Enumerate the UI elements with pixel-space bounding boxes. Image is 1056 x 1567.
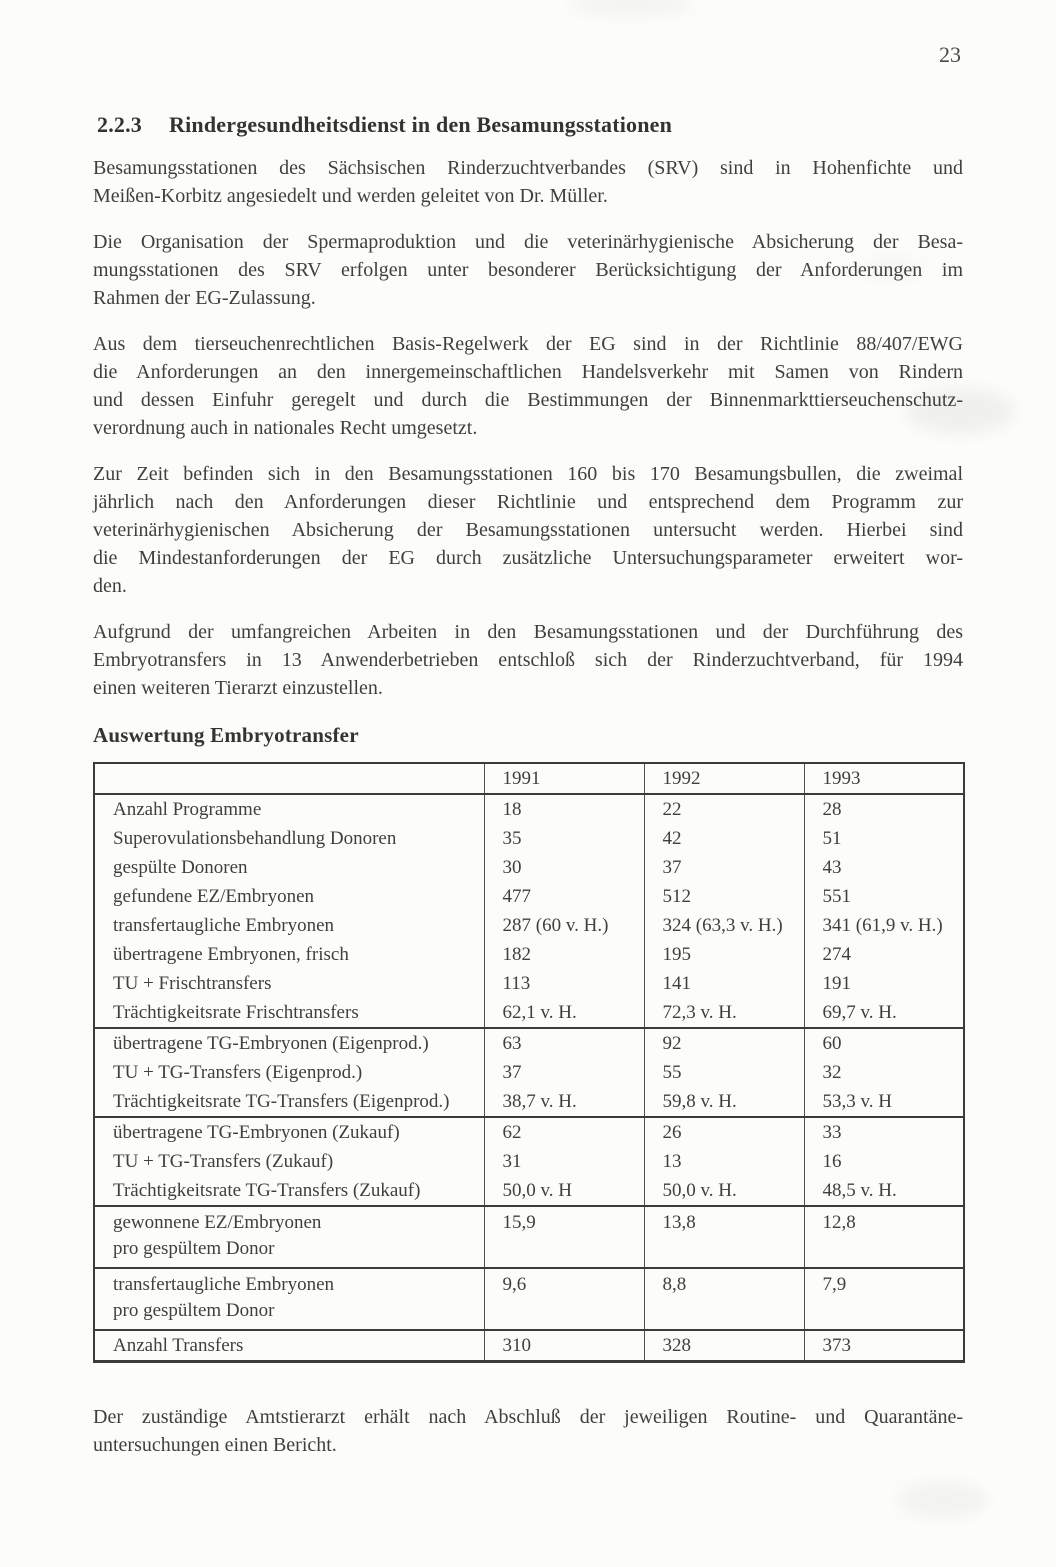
table-title: Auswertung Embryotransfer <box>93 723 359 747</box>
paragraph <box>93 460 963 600</box>
table-header-cell: 1991 <box>484 763 644 794</box>
row-value: 16 <box>822 1151 842 1172</box>
row-label <box>94 998 484 1028</box>
scan-smudge <box>898 1482 988 1518</box>
row-value: 92 <box>644 1028 804 1058</box>
row-value: 69,7 v. H. <box>822 1002 897 1023</box>
table-group <box>94 794 964 1028</box>
table-header-cell <box>94 763 484 794</box>
row-label <box>94 1206 484 1268</box>
row-value: 274 <box>822 944 851 965</box>
row-label <box>94 794 484 824</box>
paragraph-list <box>93 154 963 702</box>
table-row <box>94 1268 964 1330</box>
row-value: 30 <box>484 853 644 882</box>
row-value: 48,5 v. H. <box>822 1180 897 1201</box>
row-value: 35 <box>484 824 644 853</box>
paragraph-line: Der zuständige Amtstierarzt erhält nach Abschluß der jeweiligen Routine- und Quarantäne- <box>93 1406 963 1428</box>
table-group <box>94 1330 964 1362</box>
row-value: 28 <box>822 799 842 820</box>
row-label-line: gefundene EZ/Embryonen <box>113 886 315 907</box>
table-row <box>94 940 964 969</box>
table-row <box>94 1028 964 1058</box>
row-value: 37 <box>484 1058 644 1087</box>
row-value: 42 <box>644 824 804 853</box>
row-label-line: Trächtigkeitsrate TG-Transfers (Eigenprod.) <box>113 1091 450 1112</box>
paragraph <box>93 618 963 702</box>
row-value: 55 <box>644 1058 804 1087</box>
table-row <box>94 1206 964 1268</box>
row-label <box>94 911 484 940</box>
row-label <box>94 1330 484 1362</box>
section-number: 2.2.3 <box>97 112 142 137</box>
paragraph-line: die Mindestanforderungen der EG durch zusätzliche Untersuchungsparameter erweitert wor- <box>93 547 963 569</box>
table-row <box>94 911 964 940</box>
paragraph-line: und dessen Einfuhr geregelt und durch die Bestimmungen der Binnenmarkttierseuchenschutz- <box>93 389 963 411</box>
row-value: 26 <box>644 1117 804 1147</box>
row-label-line: pro gespültem Donor <box>113 1300 275 1321</box>
paragraph-line: verordnung auch in nationales Recht umgesetzt. <box>93 417 478 439</box>
paragraph <box>93 154 963 210</box>
table-header <box>94 763 964 794</box>
table-header-row <box>94 763 964 794</box>
row-label <box>94 1176 484 1206</box>
paragraph <box>93 330 963 442</box>
paragraph-line: die Anforderungen an den innergemeinschaftlichen Handelsverkehr mit Samen von Rindern <box>93 361 963 383</box>
row-label <box>94 1117 484 1147</box>
row-value: 72,3 v. H. <box>644 998 804 1028</box>
paragraph-line: veterinärhygienischen Absicherung der Besamungsstationen untersucht werden. Hierbei sind <box>93 519 963 541</box>
row-value-line: 12,8 <box>822 1212 856 1233</box>
row-value: 62 <box>484 1117 644 1147</box>
row-label-line: übertragene Embryonen, frisch <box>113 944 349 965</box>
table-row <box>94 1058 964 1087</box>
row-value: 113 <box>484 969 644 998</box>
row-label-line: Superovulationsbehandlung Donoren <box>113 828 397 849</box>
row-value: 53,3 v. H <box>822 1091 892 1112</box>
row-value-line: 13,8 <box>662 1212 696 1233</box>
paragraph-line: Zur Zeit befinden sich in den Besamungsstationen 160 bis 170 Besamungsbullen, die zweimal <box>93 463 963 485</box>
row-label <box>94 882 484 911</box>
paragraph-line: Embryotransfers in 13 Anwenderbetrieben entschloß sich der Rinderzuchtverband, für 1994 <box>93 649 963 671</box>
row-value: 373 <box>822 1335 851 1356</box>
row-value: 195 <box>644 940 804 969</box>
row-value: 328 <box>644 1330 804 1362</box>
row-label <box>94 1087 484 1117</box>
table-row <box>94 824 964 853</box>
paragraph-line: Aufgrund der umfangreichen Arbeiten in den Besamungsstationen und der Durchführung des <box>93 621 963 643</box>
row-value: 191 <box>822 973 851 994</box>
table-row <box>94 853 964 882</box>
page-number: 23 <box>939 42 961 67</box>
row-value: 33 <box>822 1122 842 1143</box>
table-row <box>94 1117 964 1147</box>
paragraph-line: Aus dem tierseuchenrechtlichen Basis-Regelwerk der EG sind in der Richtlinie 88/407/EWG <box>93 333 963 355</box>
row-value: 477 <box>484 882 644 911</box>
row-label <box>94 940 484 969</box>
row-value: 512 <box>644 882 804 911</box>
paragraph-line: jährlich nach den Anforderungen dieser Richtlinie und entsprechend dem Programm zur <box>93 491 963 513</box>
table-row <box>94 1087 964 1117</box>
table-row <box>94 1147 964 1176</box>
row-value <box>804 1206 964 1268</box>
table-group <box>94 1206 964 1268</box>
table-header-cell: 1992 <box>644 763 804 794</box>
table-row <box>94 882 964 911</box>
table-row <box>94 998 964 1028</box>
row-value-line: 8,8 <box>662 1274 687 1295</box>
row-value: 63 <box>484 1028 644 1058</box>
row-label-line: pro gespültem Donor <box>113 1238 275 1259</box>
paragraph <box>93 228 963 312</box>
table-header-cell: 1993 <box>804 763 964 794</box>
row-value: 13 <box>644 1147 804 1176</box>
table-group <box>94 1117 964 1206</box>
row-label-line: übertragene TG-Embryonen (Zukauf) <box>113 1122 400 1143</box>
row-value: 38,7 v. H. <box>484 1087 644 1117</box>
row-value <box>644 1268 804 1330</box>
row-value <box>484 1206 644 1268</box>
row-value <box>644 1206 804 1268</box>
section-heading <box>93 112 963 138</box>
row-label-line: TU + TG-Transfers (Zukauf) <box>113 1151 334 1172</box>
row-label-line: Anzahl Transfers <box>113 1335 244 1356</box>
row-label <box>94 969 484 998</box>
row-value: 50,0 v. H <box>484 1176 644 1206</box>
row-label-line: gewonnene EZ/Embryonen <box>113 1212 322 1233</box>
row-value: 51 <box>822 828 842 849</box>
row-value-line: 7,9 <box>822 1274 847 1295</box>
closing-paragraph-container <box>93 1403 963 1459</box>
row-value-line: 15,9 <box>502 1212 536 1233</box>
row-value-line: 9,6 <box>502 1274 527 1295</box>
row-label <box>94 1058 484 1087</box>
row-label-line: Anzahl Programme <box>113 799 262 820</box>
paragraph-line: den. <box>93 575 127 597</box>
row-label-line: TU + TG-Transfers (Eigenprod.) <box>113 1062 363 1083</box>
paragraph-line: untersuchungen einen Bericht. <box>93 1434 337 1456</box>
table-row <box>94 794 964 824</box>
table-group <box>94 1028 964 1117</box>
embryo-table <box>93 762 965 1363</box>
paragraph-line: einen weiteren Tierarzt einzustellen. <box>93 677 383 699</box>
row-label <box>94 853 484 882</box>
row-value: 310 <box>484 1330 644 1362</box>
row-value <box>484 1268 644 1330</box>
row-value: 60 <box>822 1033 842 1054</box>
table-group <box>94 1268 964 1330</box>
row-label-line: übertragene TG-Embryonen (Eigenprod.) <box>113 1033 429 1054</box>
table-row <box>94 1330 964 1362</box>
paragraph-line: Rahmen der EG-Zulassung. <box>93 287 316 309</box>
row-value: 31 <box>484 1147 644 1176</box>
row-value: 37 <box>644 853 804 882</box>
row-value: 59,8 v. H. <box>644 1087 804 1117</box>
row-label-line: gespülte Donoren <box>113 857 248 878</box>
row-value: 62,1 v. H. <box>484 998 644 1028</box>
paragraph <box>93 1403 963 1459</box>
row-value: 18 <box>484 794 644 824</box>
row-label <box>94 824 484 853</box>
row-label-line: Trächtigkeitsrate TG-Transfers (Zukauf) <box>113 1180 421 1201</box>
paragraph-line: Besamungsstationen des Sächsischen Rinderzuchtverbandes (SRV) sind in Hohenfichte und <box>93 157 963 179</box>
row-label <box>94 1147 484 1176</box>
row-value: 50,0 v. H. <box>644 1176 804 1206</box>
row-label-line: transfertaugliche Embryonen <box>113 915 335 936</box>
paragraph-line: mungsstationen des SRV erfolgen unter besonderer Berücksichtigung der Anforderungen im <box>93 259 963 281</box>
row-value: 341 (61,9 v. H.) <box>822 915 943 936</box>
paragraph-line: Die Organisation der Spermaproduktion und die veterinärhygienische Absicherung der Besa- <box>93 231 963 253</box>
row-label-line: transfertaugliche Embryonen <box>113 1274 335 1295</box>
section-title: Rindergesundheitsdienst in den Besamungsstationen <box>169 112 673 137</box>
row-value: 32 <box>822 1062 842 1083</box>
page-content <box>93 0 963 1477</box>
table-row <box>94 969 964 998</box>
row-label <box>94 1268 484 1330</box>
table-row <box>94 1176 964 1206</box>
row-value: 551 <box>822 886 851 907</box>
row-value: 287 (60 v. H.) <box>484 911 644 940</box>
row-value <box>804 1268 964 1330</box>
row-label-line: Trächtigkeitsrate Frischtransfers <box>113 1002 359 1023</box>
row-value: 43 <box>822 857 842 878</box>
row-value: 141 <box>644 969 804 998</box>
paragraph-line: Meißen-Korbitz angesiedelt und werden geleitet von Dr. Müller. <box>93 185 608 207</box>
row-value: 324 (63,3 v. H.) <box>644 911 804 940</box>
row-label-line: TU + Frischtransfers <box>113 973 272 994</box>
row-value: 182 <box>484 940 644 969</box>
row-value: 22 <box>644 794 804 824</box>
row-label <box>94 1028 484 1058</box>
